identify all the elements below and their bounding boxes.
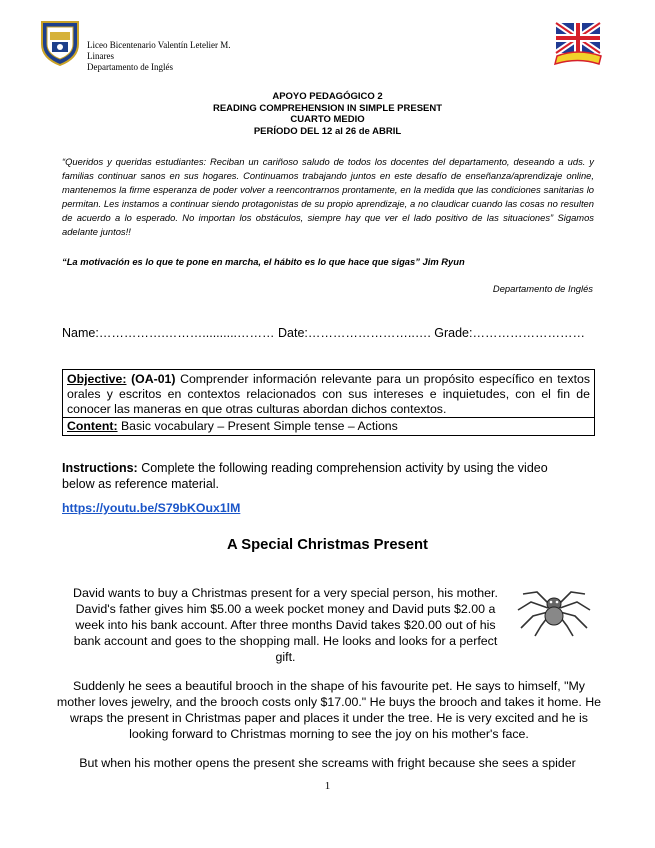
page-number: 1 [324, 780, 331, 792]
english-flag-logo [553, 20, 603, 66]
content-label: Content: [67, 419, 118, 433]
objective-label: Objective: [67, 372, 127, 386]
objective-row [63, 370, 594, 417]
instructions [62, 460, 582, 492]
video-link[interactable]: https://youtu.be/S79bKOux1lM [62, 501, 241, 515]
objective-text: Comprender información relevante para un propósito específico en textos orales y escritos en contextos relacionados con sus intereses e inquietudes, con el fin de conocer las maneras en que otras culturas abordan dichos contextos. [67, 372, 590, 416]
instructions-label: Instructions: [62, 461, 138, 475]
spider-illustration [515, 580, 593, 638]
objective-box [62, 369, 595, 436]
school-name: Liceo Bicentenario Valentín Letelier M. [87, 40, 231, 50]
story-title: A Special Christmas Present [227, 537, 428, 553]
title-line-1: APOYO PEDAGÓGICO 2 [272, 91, 383, 102]
student-info-fields[interactable]: Name:…………….………..........……… Date:……………………..…. Grade:……………………… [62, 326, 585, 340]
title-line-3: CUARTO MEDIO [290, 114, 365, 125]
objective-code: (OA-01) [131, 372, 176, 386]
school-crest-logo [40, 18, 80, 66]
story-paragraph-1: David wants to buy a Christmas present for a very special person, his mother. David's father gives him $5.00 a week pocket money and David puts $2.00 a week into his bank account. After three months David takes $20.00 out of his bank account and goes to the shopping mall. He looks and looks for a perfect gift. [73, 586, 498, 664]
story-paragraph-3: But when his mother opens the present she screams with fright because she sees a spider [79, 756, 576, 770]
department-signature: Departamento de Inglés [492, 283, 593, 294]
content-text: Basic vocabulary – Present Simple tense – Actions [120, 419, 398, 433]
title-line-4: PERÍODO DEL 12 al 26 de ABRIL [253, 125, 402, 137]
document-title-block [0, 91, 655, 137]
instructions-text: Complete the following reading comprehension activity by using the video below as reference material. [62, 461, 548, 491]
content-row [63, 417, 594, 435]
greeting-paragraph: “Queridos y queridas estudiantes: Reciban un cariñoso saludo de todos los docentes del departamento, deseando a uds. y familias continuar sanos en sus hogares. Continuamos trabajando juntos en este desafío de enseñanza/aprendizaje online, mantenemos la firme esperanza de poder volver a reencontrarnos prontamente, en la medida que las condiciones sanitarias lo permitan. Les instamos a continuar siendo protagonistas de su propio aprendizaje, a no claudicar cuando las cosas no resulten de acuerdo a lo esperado. No importan los obstáculos, siempre hay que ver el lado positivo de las situaciones” Sigamos adelante juntos!! [62, 156, 594, 237]
school-header [87, 40, 231, 73]
motivation-quote: “La motivación es lo que te pone en marcha, el hábito es lo que hace que sigas” Jim Ryun [62, 256, 465, 267]
story-paragraph-2: Suddenly he sees a beautiful brooch in the shape of his favourite pet. He says to himself, "My mother loves jewelry, and the brooch costs only $17.00." He buys the brooch and takes it home. He wraps the present in Christmas paper and places it under the tree. He is very excited and he is looking forward to Christmas morning to see the joy on his mother's face. [56, 679, 602, 741]
title-line-2: READING COMPREHENSION IN SIMPLE PRESENT [212, 102, 443, 114]
school-city: Linares [87, 51, 114, 61]
school-department: Departamento de Inglés [87, 62, 173, 72]
